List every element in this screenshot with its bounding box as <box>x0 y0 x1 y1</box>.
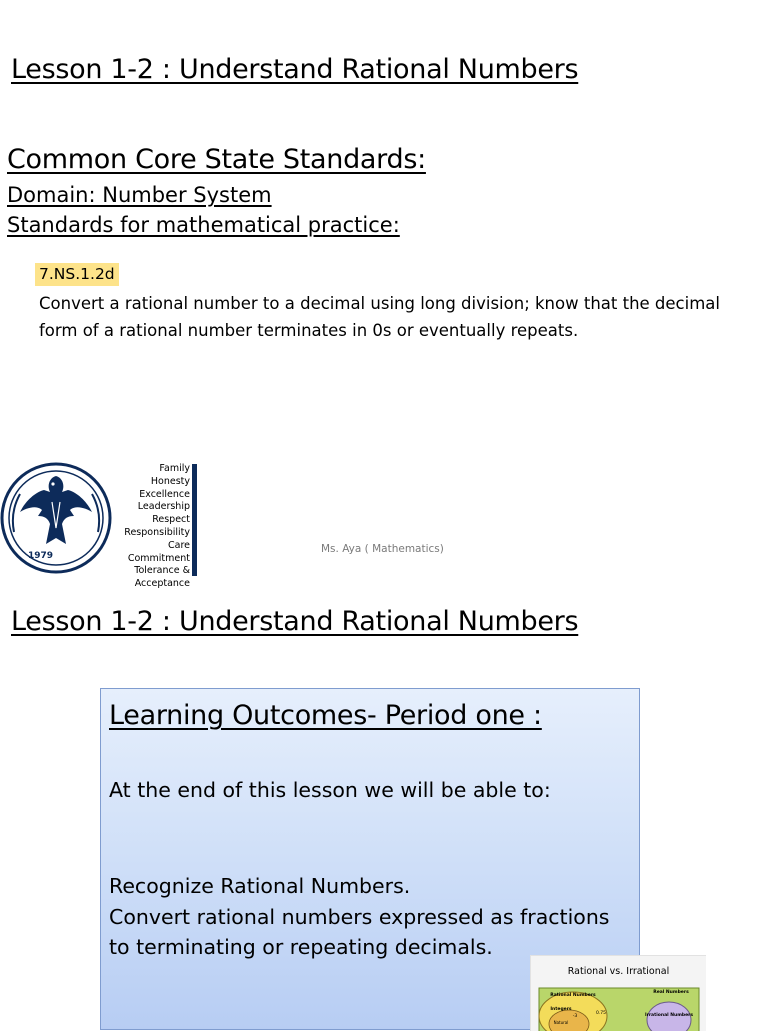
outcome-item: Recognize Rational Numbers. <box>109 874 411 898</box>
value-item: Commitment <box>127 552 190 564</box>
outcome-item: Convert rational numbers expressed as fractions <box>109 904 610 929</box>
real-label: Real Numbers <box>653 990 689 995</box>
values-divider-bar <box>192 464 197 576</box>
natural-label: Natural <box>553 1020 569 1025</box>
outcome-item: to terminating or repeating decimals. <box>109 935 493 959</box>
outcomes-list <box>109 871 639 963</box>
value-item: Honesty <box>150 475 190 487</box>
domain-label: Domain: Number System <box>7 183 272 207</box>
logo-year: 1979 <box>28 551 54 561</box>
slide2-title: Lesson 1-2 : Understand Rational Numbers <box>11 606 579 637</box>
value-item: Responsibility <box>124 526 190 538</box>
decimal-example: 0.75 <box>595 1011 607 1016</box>
rational-vs-irrational-thumbnail <box>530 955 706 1031</box>
value-item: Leadership <box>137 501 190 513</box>
value-item: Family <box>159 463 190 474</box>
standard-code: 7.NS.1.2d <box>35 263 119 286</box>
outcomes-intro: At the end of this lesson we will be able to: <box>109 778 551 802</box>
practice-label: Standards for mathematical practice: <box>7 213 400 237</box>
teacher-footer: Ms. Aya ( Mathematics) <box>321 543 444 555</box>
negative-example: -3 <box>572 1014 578 1019</box>
standard-description: Convert a rational number to a decimal using long division; know that the decimal form of a rational number terminates in 0s or eventually repeats. <box>39 294 720 340</box>
rational-label: Rational Numbers <box>550 993 596 998</box>
thumbnail-title: Rational vs. Irrational <box>567 966 670 977</box>
outcomes-title: Learning Outcomes- Period one : <box>109 700 542 731</box>
irrational-label: Irrational Numbers <box>644 1013 694 1018</box>
value-item: Care <box>168 539 190 551</box>
value-item: Respect <box>152 514 190 526</box>
value-item: Tolerance & Acceptance <box>134 565 190 590</box>
value-item: Excellence <box>139 488 190 500</box>
standards-heading: Common Core State Standards: <box>7 144 426 175</box>
slide1-title: Lesson 1-2 : Understand Rational Numbers <box>11 54 579 85</box>
integers-label: Integers <box>550 1007 572 1012</box>
school-values-list <box>84 463 190 591</box>
